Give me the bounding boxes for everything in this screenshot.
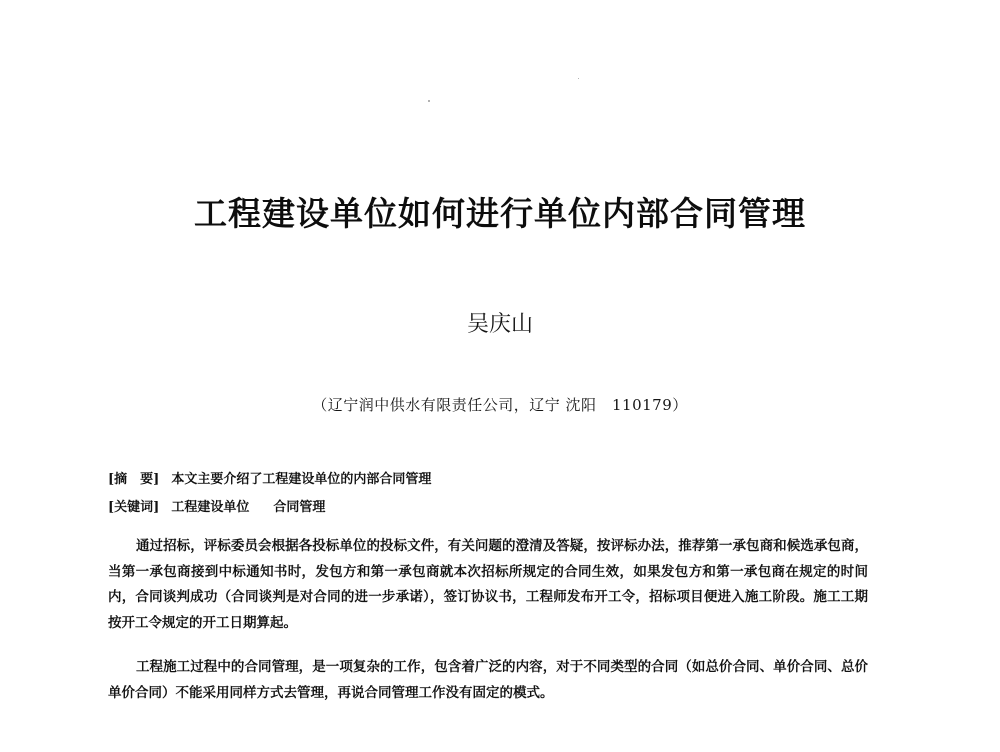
paper-title: 工程建设单位如何进行单位内部合同管理 xyxy=(194,194,806,233)
abstract-label: [摘 要] xyxy=(108,472,160,487)
body-paragraph: 通过招标，评标委员会根据各投标单位的投标文件，有关问题的澄清及答疑，按评标办法，推荐第一承包商和候选承包商，当第一承包商接到中标通知书时，发包方和第一承包商就本次招标所规定的合同生效，如果发包方和第一承包商在规定的时间内，合同谈判成功（合同谈判是对合同的进一步承诺），签订协议书，工程师发布开工令，招标项目便进入施工阶段。施工工期按开工令规定的开工日期算起。 xyxy=(108,538,868,631)
author-affiliation: （辽宁润中供水有限责任公司，辽宁 沈阳 110179） xyxy=(312,396,688,414)
body-paragraph: 工程施工过程中的合同管理，是一项复杂的工作，包含着广泛的内容，对于不同类型的合同（如总价合同、单价合同、总价单价合同）不能采用同样方式去管理，再说合同管理工作没有固定的模式。 xyxy=(108,659,868,701)
keyword-item: 合同管理 xyxy=(273,500,326,515)
scan-speck xyxy=(578,78,579,79)
author-name: 吴庆山 xyxy=(466,312,533,337)
keywords-label: [关键词] xyxy=(108,500,160,515)
keywords-line xyxy=(108,496,325,515)
scan-speck xyxy=(428,100,430,102)
abstract-text: 本文主要介绍了工程建设单位的内部合同管理 xyxy=(171,472,432,487)
abstract-line xyxy=(108,468,431,487)
keyword-item: 工程建设单位 xyxy=(171,500,250,515)
